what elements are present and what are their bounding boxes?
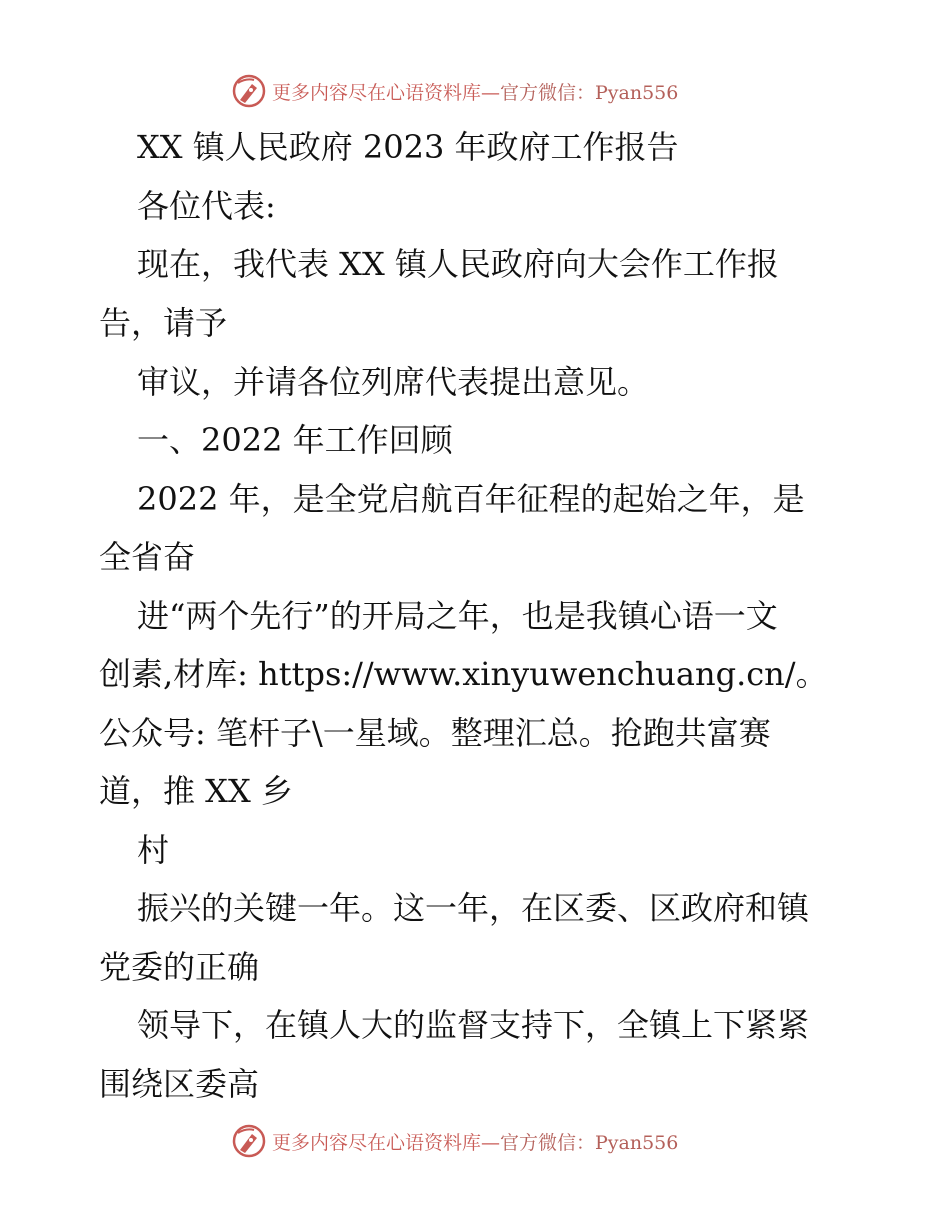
header-wechat-text: 官方微信：Pyan556 — [500, 81, 679, 104]
paragraph-line: 公众号: 笔杆子\一星域。整理汇总。抢跑共富赛 — [99, 714, 771, 752]
footer-promo-text: 更多内容尽在心语资料库—官方微信：Pyan556 — [272, 1131, 679, 1154]
footer-wechat-text: 官方微信：Pyan556 — [500, 1131, 679, 1154]
header-promo-text: 更多内容尽在心语资料库—官方微信：Pyan556 — [272, 81, 679, 104]
paragraph-line: 现在，我代表 XX 镇人民政府向大会作工作报 — [137, 245, 779, 283]
paragraph-line: 振兴的关键一年。这一年，在区委、区政府和镇 — [137, 889, 810, 927]
salutation: 各位代表: — [137, 187, 276, 225]
paragraph-line: 党委的正确 — [99, 948, 260, 986]
paragraph-line: 进“两个先行”的开局之年，也是我镇心语一文 — [137, 597, 778, 635]
paragraph-line: 围绕区委高 — [99, 1065, 260, 1103]
paragraph-line: 2022 年，是全党启航百年征程的起始之年，是 — [137, 480, 805, 518]
paragraph-line: 审议，并请各位列席代表提出意见。 — [137, 363, 650, 401]
paragraph-line: 全省奋 — [99, 538, 196, 576]
pen-nib-logo-icon — [232, 1124, 266, 1158]
paragraph-line: 告，请予 — [99, 304, 228, 342]
paragraph-line: 创素,材库: https://www.xinyuwenchuang.cn/。 — [99, 655, 828, 693]
paragraph-line: 领导下，在镇人大的监督支持下，全镇上下紧紧 — [137, 1006, 810, 1044]
section-heading: 一、2022 年工作回顾 — [137, 421, 453, 459]
paragraph-line: 道，推 XX 乡 — [99, 772, 293, 810]
footer-banner — [232, 1121, 712, 1161]
document-title: XX 镇人民政府 2023 年政府工作报告 — [137, 128, 679, 166]
paragraph-line: 村 — [137, 831, 170, 869]
